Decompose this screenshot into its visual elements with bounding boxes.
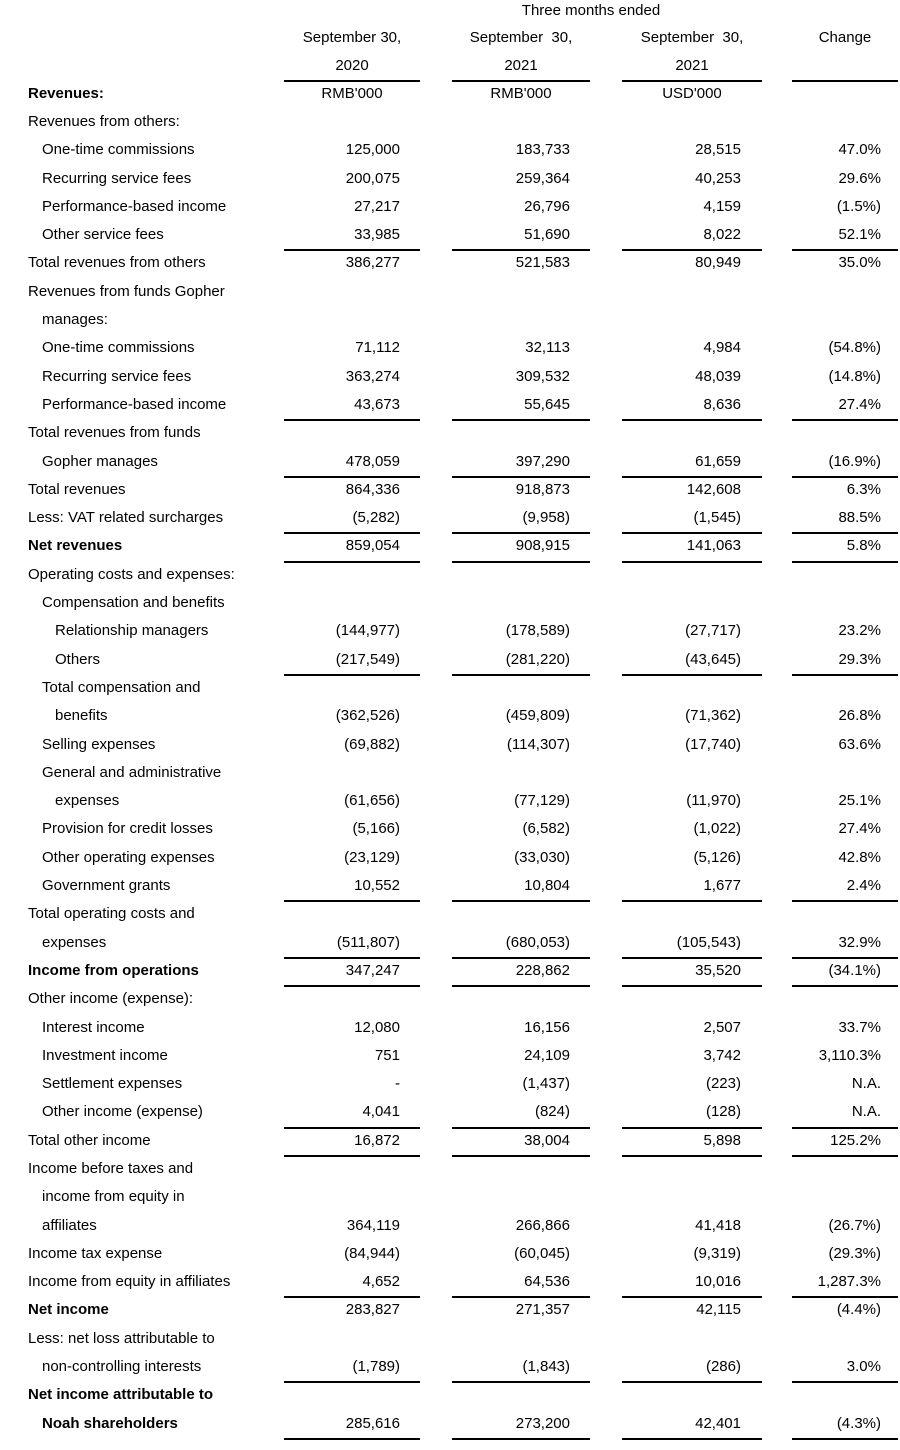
cell-value: 8,636	[622, 391, 762, 421]
cell-value: 859,054	[284, 532, 420, 562]
cell-value: 309,532	[515, 367, 570, 385]
cell-value: 142,608	[686, 480, 741, 498]
row-label: Performance-based income	[42, 395, 227, 413]
cell-value: 27,217	[354, 197, 400, 215]
table-row	[0, 278, 900, 306]
row-label: One-time commissions	[42, 141, 195, 159]
cell-value: 141,063	[622, 532, 762, 562]
table-row	[0, 985, 900, 1013]
row-label: Gopher manages	[42, 452, 158, 470]
cell-value: 271,357	[515, 1301, 570, 1319]
table-row	[0, 844, 900, 872]
table-row	[0, 1240, 900, 1268]
cell-value: (60,045)	[514, 1244, 570, 1262]
row-label: Selling expenses	[42, 735, 156, 753]
cell-value: 6.3%	[846, 480, 881, 498]
cell-value: (223)	[705, 1075, 741, 1093]
cell-value: 41,418	[695, 1216, 741, 1234]
cell-value: 35.0%	[838, 254, 881, 272]
table-row	[0, 589, 900, 617]
cell-value: 228,862	[452, 957, 590, 987]
cell-value: 63.6%	[838, 735, 881, 753]
col-header-year-change	[792, 52, 898, 82]
table-row	[0, 136, 900, 164]
cell-value: (680,053)	[452, 929, 590, 959]
cell-value: 47.0%	[838, 141, 881, 159]
col-header-period-3: September 30,	[640, 29, 744, 46]
table-title-row	[0, 2, 900, 24]
section-header-revenues: Revenues:	[28, 85, 104, 102]
cell-value: (824)	[452, 1098, 590, 1128]
cell-value: (105,543)	[622, 929, 762, 959]
table-row	[0, 900, 900, 928]
cell-value: (459,809)	[505, 707, 570, 725]
cell-value: (114,307)	[506, 735, 570, 753]
row-label: Recurring service fees	[42, 367, 192, 385]
row-label: Total operating costs and	[28, 905, 195, 923]
cell-value: 3,110.3%	[818, 1046, 881, 1064]
table-row	[0, 674, 900, 702]
table-row	[0, 957, 900, 985]
cell-value: (27,717)	[685, 622, 741, 640]
table-body	[0, 108, 900, 1438]
table-row	[0, 1127, 900, 1155]
col-header-year-2: 2021	[452, 52, 590, 82]
cell-value: 16,156	[524, 1018, 570, 1036]
col-header-unit-2: RMB'000	[490, 85, 552, 102]
cell-value: (1,843)	[452, 1353, 590, 1383]
row-label: Total compensation and	[42, 678, 201, 696]
table-row	[0, 1212, 900, 1240]
cell-value: 1,677	[622, 872, 762, 902]
cell-value: 200,075	[345, 169, 400, 187]
row-label: benefits	[55, 707, 108, 725]
cell-value: 5.8%	[792, 532, 898, 562]
col-header-change: Change	[818, 29, 872, 46]
cell-value: 29.3%	[792, 646, 898, 676]
cell-value: (17,740)	[685, 735, 741, 753]
row-label: manages:	[42, 311, 108, 329]
cell-value: 29.6%	[838, 169, 881, 187]
row-label: Revenues from funds Gopher	[28, 282, 225, 300]
row-label: Income before taxes and	[28, 1159, 194, 1177]
cell-value: (71,362)	[685, 707, 741, 725]
cell-value: (34.1%)	[792, 957, 898, 987]
cell-value: (29.3%)	[828, 1244, 881, 1262]
table-row	[0, 646, 900, 674]
col-header-unit-3: USD'000	[662, 85, 722, 102]
row-label: Others	[55, 650, 101, 668]
row-label: Noah shareholders	[42, 1414, 178, 1432]
col-header-period-2: September 30,	[469, 29, 573, 46]
cell-value: (281,220)	[452, 646, 590, 676]
cell-value: 35,520	[622, 957, 762, 987]
cell-value: (1,022)	[693, 820, 741, 838]
cell-value: (178,589)	[505, 622, 570, 640]
row-label: One-time commissions	[42, 339, 195, 357]
cell-value: 71,112	[355, 339, 400, 357]
row-label: Other service fees	[42, 226, 164, 244]
cell-value: 42.8%	[838, 848, 881, 866]
cell-value: 273,200	[452, 1410, 590, 1440]
cell-value: 10,016	[622, 1268, 762, 1298]
cell-value: 4,652	[284, 1268, 420, 1298]
row-label: General and administrative	[42, 763, 222, 781]
cell-value: 10,804	[452, 872, 590, 902]
table-row	[0, 872, 900, 900]
row-label: Total revenues	[28, 480, 126, 498]
cell-value: 23.2%	[838, 622, 881, 640]
row-label: Total other income	[28, 1131, 151, 1149]
table-row	[0, 815, 900, 843]
cell-value: (33,030)	[514, 848, 570, 866]
row-label: Relationship managers	[55, 622, 209, 640]
row-label: Revenues from others:	[28, 113, 180, 130]
table-row	[0, 476, 900, 504]
row-label: affiliates	[42, 1216, 97, 1234]
cell-value: 32,113	[525, 339, 570, 357]
cell-value: 478,059	[284, 448, 420, 478]
row-label: Compensation and benefits	[42, 594, 225, 612]
cell-value: (61,656)	[344, 792, 400, 810]
row-label: Total revenues from funds	[28, 424, 201, 442]
cell-value: 125.2%	[792, 1127, 898, 1157]
cell-value: 864,336	[345, 480, 400, 498]
row-label: Net income attributable to	[28, 1386, 214, 1404]
cell-value: 908,915	[452, 532, 590, 562]
cell-value: (69,882)	[344, 735, 400, 753]
col-header-year-3: 2021	[622, 52, 762, 82]
table-row	[0, 617, 900, 645]
table-period-header-row	[0, 24, 900, 52]
row-label: expenses	[42, 933, 107, 951]
table-row	[0, 1014, 900, 1042]
row-label: Less: net loss attributable to	[28, 1329, 215, 1347]
cell-value: 61,659	[622, 448, 762, 478]
cell-value: 51,690	[452, 221, 590, 251]
cell-value: (23,129)	[344, 848, 400, 866]
cell-value: 16,872	[284, 1127, 420, 1157]
cell-value: (14.8%)	[828, 367, 881, 385]
row-label: expenses	[55, 792, 120, 810]
table-row	[0, 249, 900, 277]
table-row	[0, 1183, 900, 1211]
table-year-header-row	[0, 52, 900, 80]
cell-value: (9,958)	[452, 504, 590, 534]
cell-value: 521,583	[515, 254, 570, 272]
table-row	[0, 1155, 900, 1183]
table-row	[0, 731, 900, 759]
cell-value: (5,126)	[693, 848, 741, 866]
row-label: Investment income	[42, 1046, 168, 1064]
cell-value: (6,582)	[522, 820, 570, 838]
cell-value: 12,080	[354, 1018, 400, 1036]
cell-value: (362,526)	[335, 707, 400, 725]
row-label: income from equity in	[42, 1188, 185, 1206]
cell-value: 1,287.3%	[792, 1268, 898, 1298]
cell-value: 40,253	[695, 169, 741, 187]
cell-value: N.A.	[851, 1075, 881, 1093]
cell-value: 25.1%	[838, 792, 881, 810]
cell-value: 3,742	[703, 1046, 741, 1064]
cell-value: 64,536	[452, 1268, 590, 1298]
row-label: Government grants	[42, 877, 171, 895]
cell-value: 27.4%	[838, 820, 881, 838]
cell-value: 259,364	[515, 169, 570, 187]
cell-value: 33,985	[284, 221, 420, 251]
row-label: Other income (expense):	[28, 990, 194, 1008]
cell-value: 38,004	[452, 1127, 590, 1157]
cell-value: (5,166)	[352, 820, 400, 838]
table-row	[0, 391, 900, 419]
row-label: Net revenues	[28, 537, 123, 555]
cell-value: (9,319)	[693, 1244, 741, 1262]
cell-value: (26.7%)	[828, 1216, 881, 1234]
cell-value: (1,545)	[622, 504, 762, 534]
table-row	[0, 787, 900, 815]
row-label: Other operating expenses	[42, 848, 215, 866]
cell-value: 5,898	[622, 1127, 762, 1157]
row-label: Income from operations	[28, 961, 199, 979]
cell-value: 52.1%	[792, 221, 898, 251]
cell-value: 918,873	[515, 480, 570, 498]
table-row	[0, 1042, 900, 1070]
cell-value: 364,119	[346, 1216, 400, 1234]
cell-value: 26,796	[524, 197, 570, 215]
cell-value: 283,827	[345, 1301, 400, 1319]
cell-value: 397,290	[452, 448, 590, 478]
cell-value: (4.3%)	[792, 1410, 898, 1440]
cell-value: 42,115	[696, 1301, 741, 1319]
row-label: Interest income	[42, 1018, 145, 1036]
row-label: Provision for credit losses	[42, 820, 213, 838]
col-header-period-1: September 30,	[302, 29, 402, 46]
cell-value: 2,507	[703, 1018, 741, 1036]
cell-value: (1,789)	[284, 1353, 420, 1383]
table-row	[0, 561, 900, 589]
cell-value: 27.4%	[792, 391, 898, 421]
cell-value: (286)	[622, 1353, 762, 1383]
cell-value: 55,645	[452, 391, 590, 421]
cell-value: 751	[374, 1046, 400, 1064]
cell-value: 88.5%	[792, 504, 898, 534]
cell-value: 285,616	[284, 1410, 420, 1440]
cell-value: (4.4%)	[836, 1301, 881, 1319]
table-row	[0, 363, 900, 391]
row-label: Settlement expenses	[42, 1075, 183, 1093]
row-label: Income tax expense	[28, 1244, 163, 1262]
cell-value: 8,022	[622, 221, 762, 251]
col-header-year-1: 2020	[284, 52, 420, 82]
table-unit-header-row	[0, 80, 900, 108]
table-row	[0, 1268, 900, 1296]
cell-value: 10,552	[284, 872, 420, 902]
row-label: Less: VAT related surcharges	[28, 509, 224, 527]
cell-value: (16.9%)	[792, 448, 898, 478]
table-row	[0, 702, 900, 730]
cell-value: 183,733	[515, 141, 570, 159]
table-row	[0, 1381, 900, 1409]
table-row	[0, 1410, 900, 1438]
row-label: Operating costs and expenses:	[28, 565, 235, 583]
table-row	[0, 221, 900, 249]
table-row	[0, 929, 900, 957]
row-label: Income from equity in affiliates	[28, 1273, 231, 1291]
cell-value: 4,159	[703, 197, 741, 215]
cell-value: (54.8%)	[828, 339, 881, 357]
cell-value: 3.0%	[792, 1353, 898, 1383]
cell-value: -	[395, 1075, 400, 1093]
cell-value: 28,515	[695, 141, 741, 159]
cell-value: 4,984	[703, 339, 741, 357]
table-row	[0, 504, 900, 532]
cell-value: (1,437)	[522, 1075, 570, 1093]
table-row	[0, 334, 900, 362]
cell-value: 26.8%	[838, 707, 881, 725]
cell-value: (84,944)	[344, 1244, 400, 1262]
cell-value: 32.9%	[792, 929, 898, 959]
table-row	[0, 193, 900, 221]
table-row	[0, 759, 900, 787]
row-label: Other income (expense)	[42, 1103, 203, 1121]
cell-value: (1.5%)	[836, 197, 881, 215]
cell-value: 266,866	[515, 1216, 570, 1234]
table-title: Three months ended	[521, 2, 661, 19]
row-label: non-controlling interests	[42, 1358, 202, 1376]
cell-value: (511,807)	[284, 929, 420, 959]
table-row	[0, 1098, 900, 1126]
cell-value: 386,277	[345, 254, 400, 272]
cell-value: 347,247	[284, 957, 420, 987]
table-row	[0, 532, 900, 560]
cell-value: N.A.	[792, 1098, 898, 1128]
row-label: Performance-based income	[42, 197, 227, 215]
table-row	[0, 448, 900, 476]
cell-value: (217,549)	[284, 646, 420, 676]
cell-value: 125,000	[345, 141, 400, 159]
cell-value: (128)	[622, 1098, 762, 1128]
table-row	[0, 1296, 900, 1324]
cell-value: 363,274	[345, 367, 400, 385]
cell-value: (144,977)	[335, 622, 400, 640]
row-label: Recurring service fees	[42, 169, 192, 187]
table-row	[0, 165, 900, 193]
row-label: Total revenues from others	[28, 254, 206, 272]
cell-value: 48,039	[695, 367, 741, 385]
cell-value: 80,949	[695, 254, 741, 272]
row-label: Net income	[28, 1301, 109, 1319]
cell-value: 42,401	[622, 1410, 762, 1440]
cell-value: 33.7%	[838, 1018, 881, 1036]
table-row	[0, 1070, 900, 1098]
table-row	[0, 306, 900, 334]
cell-value: 43,673	[284, 391, 420, 421]
cell-value: (77,129)	[514, 792, 570, 810]
cell-value: 24,109	[524, 1046, 570, 1064]
cell-value: (11,970)	[686, 792, 741, 810]
cell-value: (5,282)	[284, 504, 420, 534]
table-row	[0, 1325, 900, 1353]
cell-value: (43,645)	[622, 646, 762, 676]
table-row	[0, 419, 900, 447]
table-row	[0, 1353, 900, 1381]
col-header-unit-1: RMB'000	[321, 85, 383, 102]
cell-value: 2.4%	[792, 872, 898, 902]
cell-value: 4,041	[284, 1098, 420, 1128]
table-row	[0, 108, 900, 136]
